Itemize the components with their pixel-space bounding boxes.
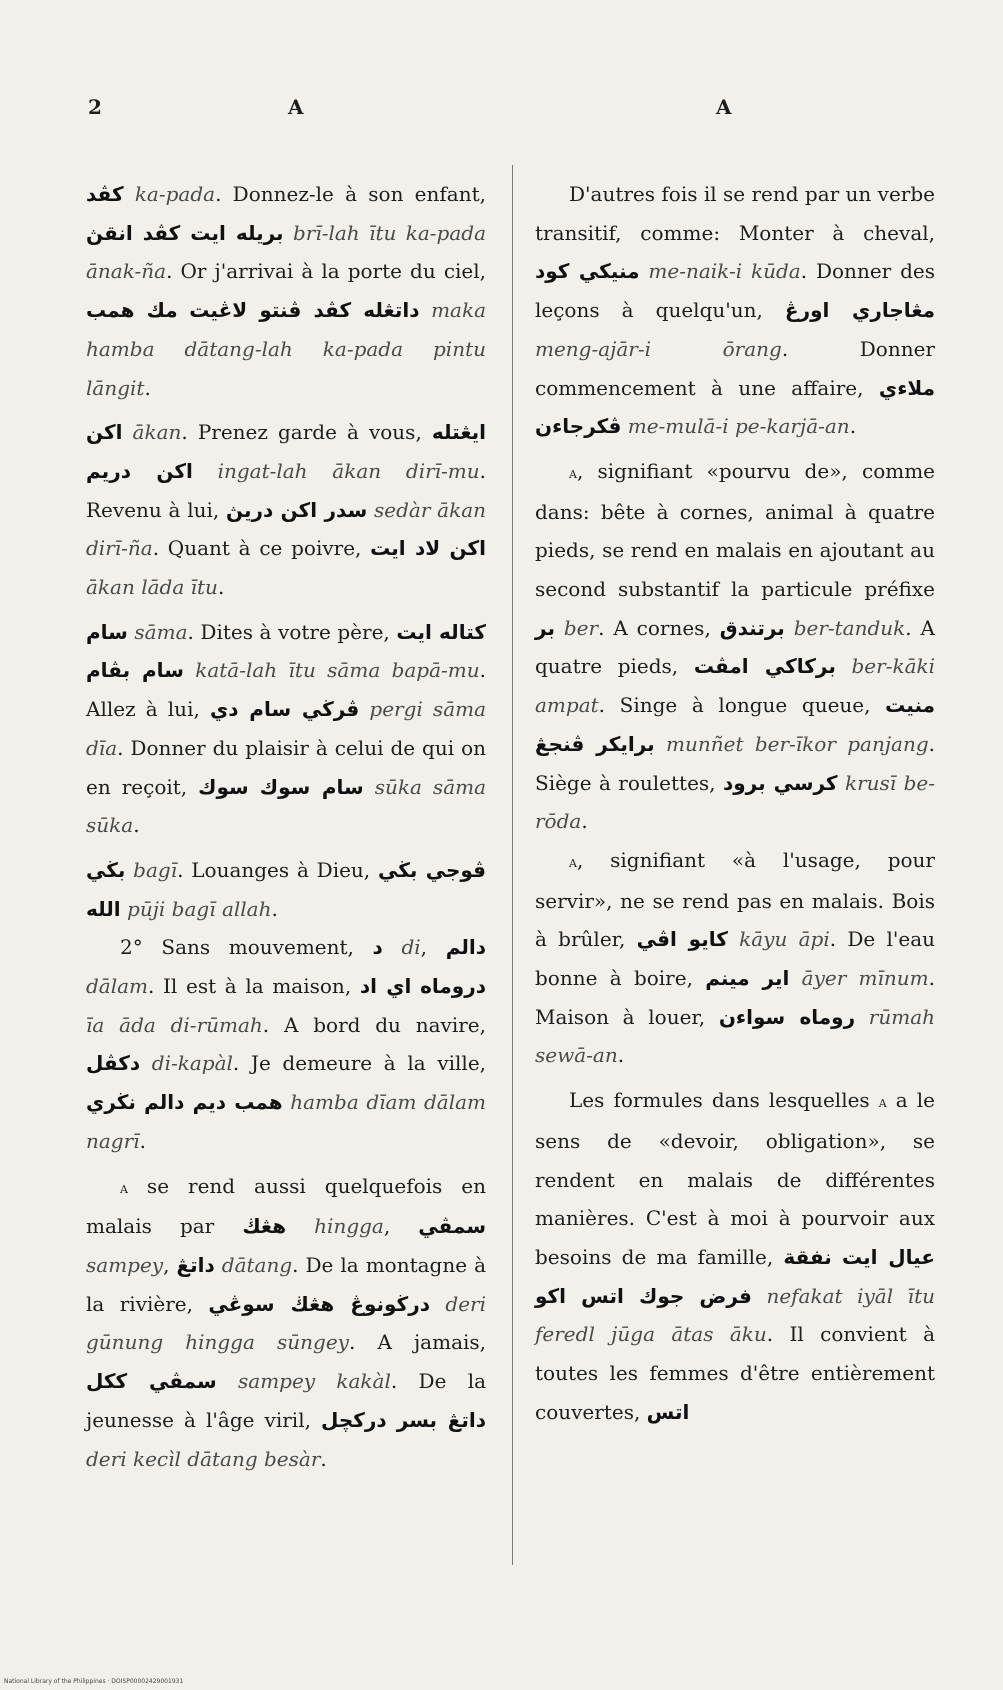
transliteration: dālam [86, 974, 149, 999]
transliteration: sedàr ākan dirī-ña [86, 497, 487, 561]
body-text: . Dites à votre père, [187, 619, 397, 644]
body-text: . De la jeunesse à l'âge viril, [86, 1369, 487, 1432]
body-text: . Or j'arrivai à la porte du ciel, [166, 259, 486, 284]
body-text: . Il convient à toutes les femmes d'être entièrement couvertes, [535, 1322, 935, 1424]
body-text: . A bord du navire, [262, 1012, 486, 1037]
paragraph-hingga [86, 1167, 486, 1479]
body-text: . Maison à louer, [535, 966, 935, 1029]
arabic-script: بر [535, 615, 555, 640]
arabic-script: منيت برايکر ڤنجڠ [535, 693, 935, 756]
right-column-heading: A [716, 95, 732, 119]
body-text: . [271, 896, 278, 921]
arabic-script: سام سوك [259, 774, 364, 799]
page-number: 2 [88, 95, 102, 119]
arabic-script: مڠاجاري اورڠ [784, 298, 935, 323]
arabic-script: منيکي کود [535, 259, 640, 284]
arabic-script: ايڠتله اکن دريم [86, 420, 486, 483]
transliteration: bagī [133, 857, 178, 882]
body-text: . Prenez garde à vous, [181, 420, 432, 445]
paragraph-sama [86, 613, 486, 845]
transliteration: katā-lah ītu sāma bapā-mu [195, 658, 480, 683]
transliteration: di [401, 935, 421, 960]
body-text: . Il est à la maison, [148, 974, 360, 999]
transliteration: me-naik-i kūda [648, 259, 801, 284]
arabic-script: سمڤي ککل [86, 1369, 217, 1394]
transliteration: deri gūnung hingga sūngey [86, 1291, 487, 1355]
body-text: . Donnez-le à son enfant, [215, 182, 486, 206]
transliteration: sampey kakàl [238, 1369, 391, 1394]
arabic-script: کرسي برود [722, 770, 838, 795]
arabic-script: مك همب [86, 298, 178, 323]
transliteration: ber [563, 615, 599, 640]
arabic-script: داتڠله کڤد ڤنتو لاڠيت [189, 298, 420, 323]
arabic-script: ڤرڬي سام دي [209, 697, 360, 722]
transliteration: hamba dīam dālam nagrī [86, 1090, 486, 1153]
scan-credit: National Library of the Philippines · DOISP00002429001931 [4, 1678, 184, 1685]
body-text: . [217, 575, 225, 600]
arabic-script: بريله ايت کڤد انقڽ [86, 220, 284, 245]
transliteration: sampey [86, 1252, 164, 1277]
transliteration: rūmah sewā-an [535, 1004, 936, 1068]
body-text: . [581, 809, 588, 834]
body-text: se rend aussi quelquefois en malais par [86, 1173, 486, 1239]
arabic-script: کڤد [86, 182, 124, 206]
body-text: a le sens de «devoir, obligation», se rendent en malais de différentes manières. C'est à moi à pourvoir aux besoins de ma famille, [535, 1088, 936, 1269]
transliteration: sāma [134, 619, 188, 644]
arabic-script: همب ديم دالم نڬري [86, 1090, 283, 1115]
transliteration: ākan lāda ītu [86, 575, 218, 600]
transliteration: ingat-lah ākan dirī-mu [217, 458, 480, 483]
body-text: . [144, 375, 151, 400]
arabic-script: درکچل [321, 1407, 387, 1432]
body-text: . Je demeure à la ville, [232, 1051, 487, 1076]
transliteration: hingga [314, 1214, 384, 1239]
small-caps-letter: a [569, 463, 577, 482]
body-text: . [320, 1446, 327, 1471]
arabic-script: دکڤل [86, 1051, 141, 1076]
transliteration: krusī be-rōda [535, 770, 935, 834]
body-text: . Revenu à lui, [86, 458, 487, 522]
paragraph-a-l-usage [535, 841, 935, 1075]
body-text: . Allez à lui, [86, 658, 486, 722]
body-text: . A cornes, [598, 615, 720, 640]
transliteration: āyer mīnum [801, 966, 929, 991]
body-text: , signifiant «pourvu de», comme dans: bête à cornes, animal à quatre pieds, se rend en malais en ajoutant au second substantif la particule préfixe [535, 458, 935, 602]
arabic-script: اکن [86, 420, 123, 445]
body-text: . Donner commencement à une affaire, [535, 336, 935, 400]
transliteration: deri kecìl dātang besàr [86, 1446, 321, 1471]
arabic-script: دالم [445, 935, 486, 960]
body-text: , [420, 935, 446, 960]
arabic-script: اتس [646, 1399, 690, 1424]
arabic-script: سمڤي [418, 1214, 487, 1239]
arabic-script: اي اد [359, 974, 412, 999]
arabic-script: ملاءي ڤکرجاءن [535, 375, 935, 439]
transliteration: īa āda di-rūmah [86, 1012, 263, 1037]
arabic-script: برکاکي امڤت [693, 654, 836, 679]
arabic-script: اکن لاد ايت [370, 536, 486, 561]
arabic-script: سام [86, 619, 128, 644]
transliteration: ber-tanduk [793, 615, 906, 640]
left-column [86, 175, 486, 1478]
transliteration: brī-lah ītu ka-pada ānak-ña [86, 220, 487, 284]
transliteration: dātang [221, 1252, 293, 1277]
small-caps-letter: a [569, 852, 577, 871]
paragraph-bagi [86, 851, 486, 928]
arabic-script: سوك [198, 774, 249, 799]
arabic-script: ڤوجي بڬي الله [86, 857, 487, 921]
transliteration: munñet ber-īkor panjang [666, 731, 929, 756]
body-text: . [617, 1043, 625, 1068]
body-text: , [163, 1252, 177, 1277]
body-text: . Donner des leçons à quelqu'un, [535, 259, 936, 323]
transliteration: me-mulā-i pe-karjā-an [627, 414, 850, 439]
arabic-script: بڬي [86, 857, 126, 882]
body-text: . Donner du plaisir à celui de qui on en reçoit, [86, 735, 486, 799]
transliteration: pergi sāma dīa [86, 697, 487, 760]
transliteration: sūka sāma sūka [86, 774, 487, 838]
column-divider [512, 165, 513, 1565]
paragraph-pourvu-de [535, 452, 935, 841]
body-text: . Quant à ce poivre, [152, 536, 371, 561]
transliteration: meng-ajār-i ōrang [535, 336, 782, 361]
arabic-script: کتاله ايت سام بڤام [86, 619, 486, 683]
paragraph-ka-pada [86, 175, 486, 407]
left-column-heading: A [288, 95, 304, 119]
body-text: . Louanges à Dieu, [177, 857, 378, 882]
body-text: , [383, 1214, 419, 1239]
arabic-script: سدر اکن دريڽ [226, 497, 368, 522]
paragraph-akan [86, 413, 486, 607]
arabic-script: هڠڬ [242, 1214, 287, 1239]
body-text: . [133, 813, 140, 838]
arabic-script: اير مينم [705, 966, 790, 991]
body-text: . [849, 414, 857, 439]
body-text: . De l'eau bonne à boire, [535, 927, 936, 991]
transliteration: ka-pada [134, 182, 216, 206]
transliteration: kāyu āpi [739, 927, 830, 952]
transliteration: ākan [132, 420, 182, 445]
body-text: . Siège à roulettes, [535, 731, 936, 795]
right-column [535, 175, 935, 1432]
body-text: . A quatre pieds, [535, 615, 935, 679]
body-text: . [139, 1128, 146, 1153]
body-text: , signifiant «à l'usage, pour servir», ne se rend pas en malais. Bois à brûler, [535, 847, 935, 952]
transliteration: di-kapàl [151, 1051, 233, 1076]
transliteration: maka hamba dātang-lah ka-pada pintu lāngit [86, 298, 487, 400]
body-text: . Singe à longue queue, [598, 693, 886, 718]
arabic-script: درڬونوڠ هڠڬ سوڠي [208, 1291, 430, 1316]
transliteration: pūji bagī allah [127, 896, 272, 921]
small-caps-letter: a [878, 1093, 887, 1112]
arabic-script: دروماه [420, 974, 486, 999]
small-caps-letter: a [120, 1178, 128, 1197]
body-text: Les formules dans lesquelles [569, 1088, 879, 1113]
paragraph-sans-mouvement [86, 928, 486, 1160]
paragraph-verbe-transitif [535, 175, 935, 446]
arabic-script: داتڠ بسر [396, 1407, 487, 1432]
arabic-script: روماه سواءن [718, 1004, 856, 1029]
body-text: D'autres fois il se rend par un verbe transitif, comme: Monter à cheval, [535, 182, 935, 245]
arabic-script: داتڠ [176, 1252, 215, 1277]
arabic-script: برتندق [719, 615, 785, 640]
body-text: . De la montagne à la rivière, [86, 1252, 487, 1316]
body-text: 2° Sans mouvement, [120, 935, 373, 960]
transliteration: nefakat iyāl ītu feredl jūga ātas āku [535, 1283, 936, 1347]
body-text: . A jamais, [348, 1330, 487, 1355]
arabic-script: د [372, 935, 383, 960]
arabic-script: نفقة [783, 1244, 832, 1269]
arabic-script: کايو اڤي [636, 927, 728, 952]
arabic-script: عيال ايت فرض جوك اتس اکو [535, 1244, 935, 1308]
transliteration: ber-kāki ampat [535, 654, 936, 718]
paragraph-devoir-obligation [535, 1081, 935, 1431]
